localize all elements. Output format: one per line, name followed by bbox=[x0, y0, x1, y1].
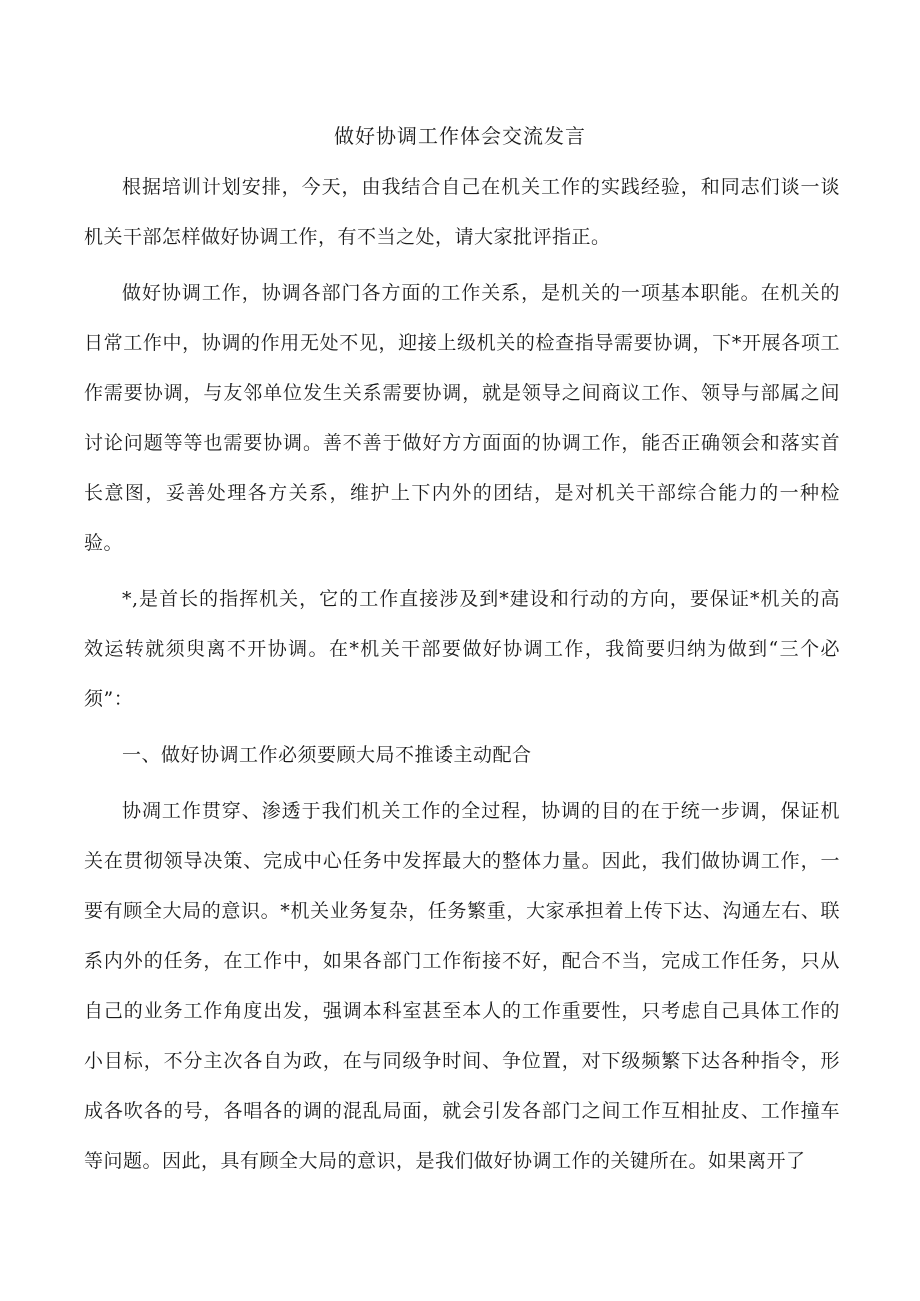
paragraph-three-musts: *,是首长的指挥机关，它的工作直接涉及到*建设和行动的方向，要保证*机关的高效运转就须臾离不开协调。在*机关干部要做好协调工作，我简要归纳为做到“三个必须”： bbox=[84, 588, 840, 710]
paragraph-intro: 根据培训计划安排，今天，由我结合自己在机关工作的实践经验，和同志们谈一谈机关干部怎样做好协调工作，有不当之处，请大家批评指正。 bbox=[84, 176, 840, 248]
section-heading-1: 一、做好协调工作必须要顾大局不推诿主动配合 bbox=[122, 744, 532, 766]
paragraph-section-1: 协凋工作贯穿、渗透于我们机关工作的全过程，协调的目的在于统一步调，保证机关在贯彻领导决策、完成中心任务中发挥最大的整体力量。因此，我们做协调工作，一要有顾全大局的意识。*机关业务复杂，任务繁重，大家承担着上传下达、沟通左右、联系内外的任务，在工作中，如果各部门工作衔接不好，配合不当，完成工作任务，只从自己的业务工作角度出发，强调本科室甚至本人的工作重要性，只考虑自己具体工作的小目标，不分主次各自为政，在与同级争时间、争位置，对下级频繁下达各种指令，形成各吹各的号，各唱各的调的混乱局面，就会引发各部门之间工作互相扯皮、工作撞车等问题。因此，具有顾全大局的意识，是我们做好协调工作的关键所在。如果离开了 bbox=[84, 800, 840, 1172]
document-body bbox=[84, 162, 840, 1192]
paragraph-coordination-function: 做好协调工作，协调各部门各方面的工作关系，是机关的一项基本职能。在机关的日常工作中，协调的作用无处不见，迎接上级机关的检查指导需要协调，下*开展各项工作需要协调，与友邻单位发生关系需要协调，就是领导之间商议工作、领导与部属之间讨论问题等等也需要协调。善不善于做好方方面面的协调工作，能否正确领会和落实首长意图，妥善处理各方关系，维护上下内外的团结，是对机关干部综合能力的一种检验。 bbox=[84, 282, 840, 554]
document-title: 做好协调工作体会交流发言 bbox=[334, 124, 586, 148]
